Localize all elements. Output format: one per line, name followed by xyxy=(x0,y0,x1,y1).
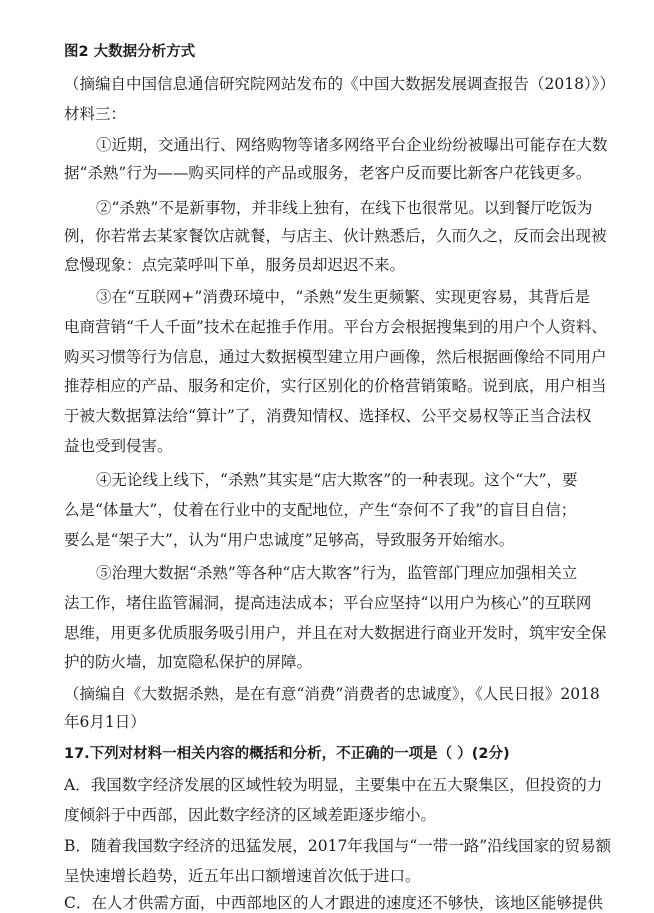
option-a-line: A．我国数字经济发展的区域性较为明显，主要集中在五大聚集区，但投资的力 xyxy=(64,776,603,794)
text-line: 据“杀熟”行为——购买同样的产品或服务，老客户反而要比新客户花钱更多。 xyxy=(64,164,592,182)
figure-caption: 图2 大数据分析方式 xyxy=(64,44,196,60)
text-line: 么是“体量大”，仗着在行业中的支配地位，产生“奈何不了我”的盲目自信； xyxy=(64,501,577,519)
citation-line: （摘编自《大数据杀熟，是在有意“消费”消费者的忠诚度》，《人民日报》2018 xyxy=(64,685,600,703)
text-line: 例，你若常去某家餐饮店就餐，与店主、伙计熟悉后，久而久之，反而会出现被 xyxy=(64,227,607,245)
text-line: 法工作，堵住监管漏洞，提高违法成本；平台应坚持“以用户为核心”的互联网 xyxy=(64,594,592,612)
source-note: （摘编自中国信息通信研究院网站发布的《中国大数据发展调查报告（2018）》） xyxy=(64,75,615,93)
option-b-line: B．随着我国数字经济的迅猛发展，2017年我国与“一带一路”沿线国家的贸易额 xyxy=(64,837,612,855)
text-line: 思维，用更多优质服务吸引用户，并且在对大数据进行商业开发时，筑牢安全保 xyxy=(64,624,607,642)
question-17: 17.下列对材料一相关内容的概括和分析，不正确的一项是（ ）(2分) xyxy=(64,746,510,762)
text-line: 于被大数据算法给“算计”了，消费知情权、选择权、公平交易权等正当合法权 xyxy=(64,407,592,425)
text-line: 推荐相应的产品、服务和定价，实行区别化的价格营销策略。说到底，用户相当 xyxy=(64,377,607,395)
text-line: 怠慢现象：点完菜呼叫下单，服务员却迟迟不来。 xyxy=(64,256,406,274)
text-line: ①近期，交通出行、网络购物等诸多网络平台企业纷纷被曝出可能存在大数 xyxy=(96,136,608,154)
text-line: 益也受到侵害。 xyxy=(64,437,173,455)
option-c-line: C．在人才供需方面，中西部地区的人才跟进的速度还不够快，该地区能够提供 xyxy=(64,894,603,912)
text-line: ③在“互联网+”消费环境中，“杀熟”发生更频繁、实现更容易，其背后是 xyxy=(96,288,591,306)
option-b-line: 呈快速增长趋势，近五年出口额增速首次低于进口。 xyxy=(64,867,421,885)
text-line: ②“杀熟”不是新事物，并非线上独有，在线下也很常见。以到餐厅吃饭为 xyxy=(96,199,593,217)
citation-line: 年6月1日） xyxy=(64,713,146,731)
text-line: ④无论线上线下，“杀熟”其实是“店大欺客”的一种表现。这个“大”，要 xyxy=(96,471,578,489)
text-line: ⑤治理大数据“杀熟”等各种“店大欺客”行为，监管部门理应加强相关立 xyxy=(96,564,578,582)
text-line: 护的防火墙，加宽隐私保护的屏障。 xyxy=(64,653,313,671)
material-heading: 材料三： xyxy=(64,105,127,123)
text-line: 要么是“架子大”，认为“用户忠诚度”足够高，导致服务开始缩水。 xyxy=(64,531,515,549)
text-line: 电商营销“千人千面”技术在起推手作用。平台方会根据搜集到的用户个人资料、 xyxy=(64,318,607,336)
text-line: 购买习惯等行为信息，通过大数据模型建立用户画像，然后根据画像给不同用户 xyxy=(64,348,607,366)
option-a-line: 度倾斜于中西部，因此数字经济的区域差距逐步缩小。 xyxy=(64,806,437,824)
